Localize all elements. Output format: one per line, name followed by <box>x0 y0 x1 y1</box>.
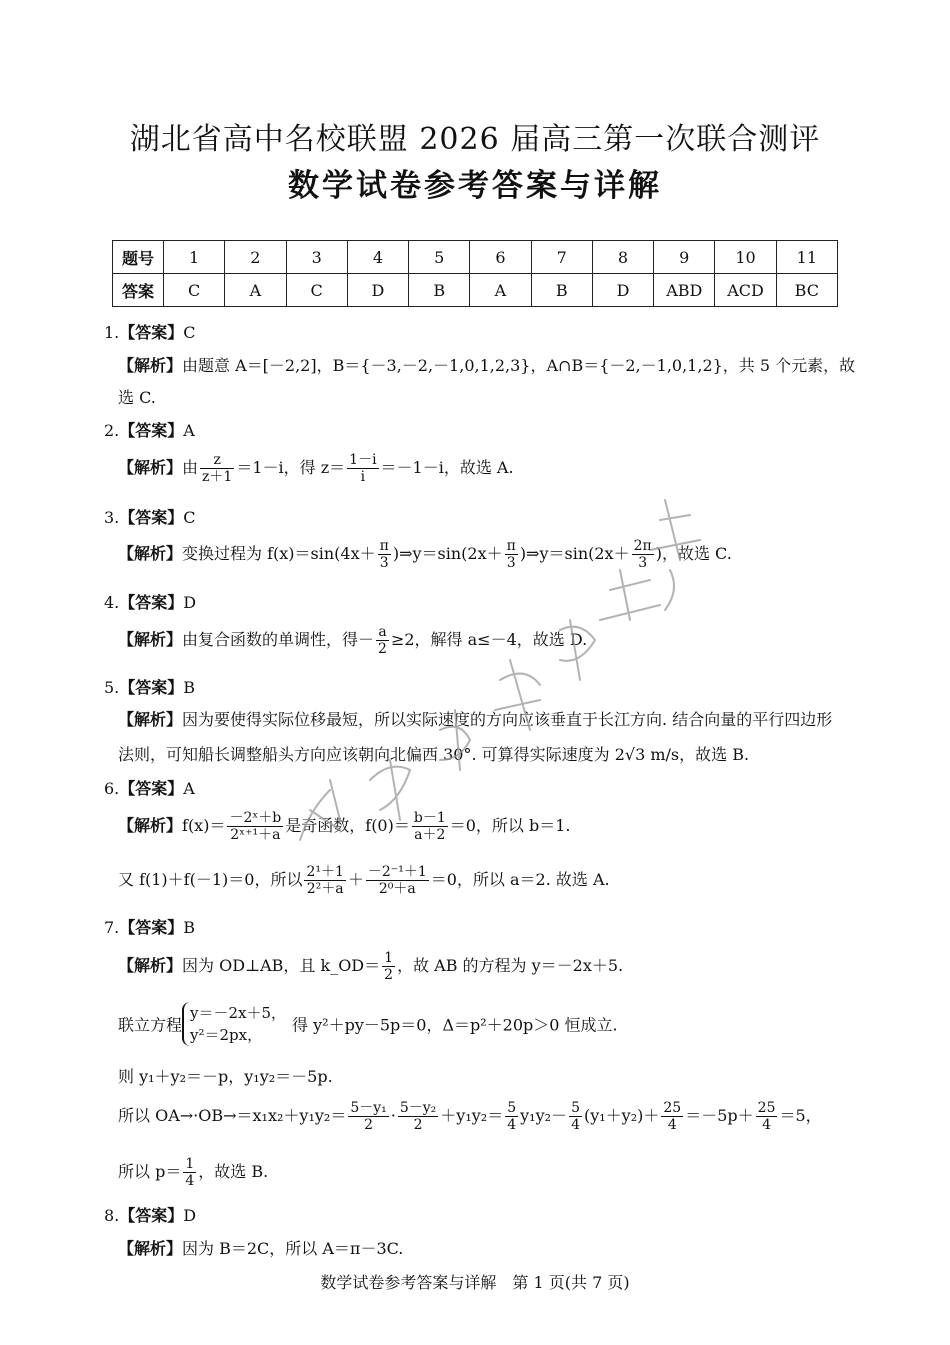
denominator: 2ˣ⁺¹＋a <box>230 827 281 843</box>
q2-number: 2. <box>104 421 120 440</box>
q5-analysis-line-2: 法则，可知船长调整船头方向应该朝向北偏西 30°. 可算得实际速度为 2√3 m/s，故选 B. <box>118 745 750 764</box>
table-cell-number: 7 <box>531 241 592 274</box>
q1-number: 1. <box>104 323 120 342</box>
numerator: 5 <box>507 1100 517 1116</box>
table-cell-number: 4 <box>347 241 408 274</box>
denominator: 2 <box>364 1117 373 1133</box>
analysis-tag: 【解析】 <box>118 356 183 375</box>
denominator: 3 <box>506 555 516 571</box>
document-subtitle: 数学试卷参考答案与详解 <box>288 168 662 204</box>
q3-analysis-line <box>118 538 732 571</box>
q3-number: 3. <box>104 508 120 527</box>
denominator: 4 <box>667 1117 677 1133</box>
numerator: 5－y₂ <box>399 1100 437 1116</box>
fraction <box>348 1100 388 1133</box>
text: 所以 p＝ <box>118 1162 182 1181</box>
table-cell-number: 11 <box>776 241 837 274</box>
numerator: －2⁻¹＋1 <box>367 864 427 880</box>
answer-tag: 【答案】 <box>119 421 184 440</box>
table-cell-number: 8 <box>592 241 653 274</box>
answer-tag: 【答案】 <box>119 1206 184 1225</box>
numerator: －2ˣ＋b <box>229 810 282 826</box>
q5-number: 5. <box>104 678 120 697</box>
q4-answer: D <box>183 593 197 612</box>
answer-tag: 【答案】 <box>119 678 184 697</box>
fraction <box>398 1100 438 1133</box>
text: 由复合函数的单调性，得－ <box>182 630 375 649</box>
text: ≥2，解得 a≤－4，故选 D. <box>390 630 588 649</box>
text: f(x)＝ <box>182 816 226 835</box>
answer-tag: 【答案】 <box>119 593 184 612</box>
question-number-row <box>113 241 838 274</box>
row-label-answer: 答案 <box>113 274 164 307</box>
fraction <box>378 538 391 571</box>
text: 所以 OA→·OB→＝x₁x₂＋y₁y₂＝ <box>118 1106 347 1125</box>
table-cell-answer: ACD <box>715 274 776 307</box>
denominator: 2⁰＋a <box>378 881 416 897</box>
q3-answer: C <box>183 508 196 527</box>
q1-analysis-line-2: 选 C. <box>118 388 156 407</box>
table-cell-number: 9 <box>654 241 715 274</box>
q7-number: 7. <box>104 918 120 937</box>
q1-analysis-line <box>118 353 855 376</box>
analysis-tag: 【解析】 <box>118 1239 183 1258</box>
text: 变换过程为 f(x)＝sin(4x＋ <box>182 544 376 563</box>
analysis-tag: 【解析】 <box>118 544 183 563</box>
q1-analysis-text: 由题意 A＝[－2,2]，B＝{－3,－2,－1,0,1,2,3}，A∩B＝{－2,－1,0,1,2}，共 5 个元素，故 <box>182 356 856 375</box>
table-cell-number: 3 <box>286 241 347 274</box>
fraction <box>376 624 389 657</box>
table-cell-answer: D <box>347 274 408 307</box>
fraction <box>756 1100 778 1133</box>
equation: y＝－2x＋5， <box>190 1004 287 1022</box>
page-footer: 数学试卷参考答案与详解 第 1 页(共 7 页) <box>320 1273 630 1292</box>
q7-answer-line <box>104 915 195 938</box>
row-label-number: 题号 <box>113 241 164 274</box>
denominator: 4 <box>507 1117 517 1133</box>
q5-answer-line <box>104 675 195 698</box>
numerator: z <box>200 452 234 469</box>
q7-roots-line: 则 y₁＋y₂＝－p，y₁y₂＝－5p. <box>118 1067 333 1086</box>
q4-number: 4. <box>104 593 120 612</box>
text: ＋ <box>347 870 364 889</box>
analysis-tag: 【解析】 <box>118 816 183 835</box>
numerator: 2¹＋1 <box>306 864 344 880</box>
table-cell-answer: C <box>286 274 347 307</box>
q8-analysis-line <box>118 1236 403 1259</box>
q7-system-line <box>118 1002 618 1046</box>
table-cell-answer: B <box>531 274 592 307</box>
numerator: a <box>376 624 389 641</box>
text: ＝1－i，得 z＝ <box>236 458 346 477</box>
numerator: 5 <box>571 1100 580 1116</box>
numerator: 25 <box>663 1100 682 1116</box>
table-cell-answer: BC <box>776 274 837 307</box>
exam-title: 湖北省高中名校联盟 2026 届高三第一次联合测评 <box>129 122 821 157</box>
numerator: b－1 <box>413 810 446 826</box>
answer-tag: 【答案】 <box>119 779 184 798</box>
fraction <box>505 538 518 571</box>
table-cell-number: 6 <box>470 241 531 274</box>
numerator: π <box>379 538 389 554</box>
fraction <box>632 538 654 571</box>
numerator: 1－i <box>349 452 377 468</box>
numerator: 1 <box>384 950 394 966</box>
text: )⇒y＝sin(2x＋ <box>392 544 503 563</box>
table-cell-answer: B <box>409 274 470 307</box>
q5-analysis-line <box>118 707 832 730</box>
denominator: 2 <box>378 641 387 657</box>
q7-dot-product-line <box>118 1100 822 1133</box>
answer-table <box>112 240 838 307</box>
q6-answer: A <box>183 779 195 798</box>
numerator: π <box>506 538 516 554</box>
q5-answer: B <box>183 678 196 697</box>
table-cell-number: 1 <box>164 241 225 274</box>
text: ＝0，所以 b＝1. <box>449 816 571 835</box>
q2-answer-line <box>104 418 195 441</box>
q3-answer-line <box>104 505 196 528</box>
q2-answer: A <box>183 421 195 440</box>
fraction <box>200 452 234 485</box>
table-cell-number: 5 <box>409 241 470 274</box>
q7-analysis-line <box>118 950 623 983</box>
fraction <box>227 810 283 843</box>
answer-row <box>113 274 838 307</box>
text: ＝－1－i，故选 A. <box>380 458 514 477</box>
text: ＝0，所以 a＝2. 故选 A. <box>430 870 610 889</box>
text: (y₁＋y₂)＋ <box>583 1106 660 1125</box>
q8-analysis-text: 因为 B＝2C，所以 A＝π－3C. <box>182 1239 404 1258</box>
q2-analysis-line <box>118 452 514 485</box>
q6-number: 6. <box>104 779 120 798</box>
q5-analysis-text: 因为要使得实际位移最短，所以实际速度的方向应该垂直于长江方向. 结合向量的平行四边形 <box>182 710 833 729</box>
numerator: 2π <box>633 538 652 554</box>
analysis-tag: 【解析】 <box>118 458 183 477</box>
text: 是奇函数，f(0)＝ <box>285 816 410 835</box>
denominator: 2²＋a <box>306 881 344 897</box>
denominator: a＋2 <box>414 827 446 843</box>
denominator: i <box>360 469 366 485</box>
text: 又 f(1)＋f(－1)＝0，所以 <box>118 870 303 889</box>
q4-answer-line <box>104 590 196 613</box>
numerator: 5－y₁ <box>350 1100 387 1116</box>
text: )⇒y＝sin(2x＋ <box>519 544 630 563</box>
q6-answer-line <box>104 776 195 799</box>
q1-answer: C <box>183 323 196 342</box>
fraction <box>505 1100 518 1133</box>
table-cell-answer: A <box>470 274 531 307</box>
text: ，故 AB 的方程为 y＝－2x＋5. <box>397 956 624 975</box>
table-cell-answer: C <box>164 274 225 307</box>
q6-analysis-line-2 <box>118 864 610 897</box>
table-cell-number: 10 <box>715 241 776 274</box>
fraction <box>347 452 378 485</box>
q8-answer: D <box>183 1206 197 1225</box>
q8-answer-line <box>104 1203 196 1226</box>
text: ，故选 B. <box>198 1162 269 1181</box>
numerator: 25 <box>757 1100 776 1116</box>
text: 因为 OD⊥AB，且 k_OD＝ <box>182 956 381 975</box>
answer-tag: 【答案】 <box>119 323 184 342</box>
answer-tag: 【答案】 <box>119 918 184 937</box>
denominator: 4 <box>571 1117 580 1133</box>
analysis-tag: 【解析】 <box>118 956 183 975</box>
q7-conclusion-line <box>118 1156 268 1189</box>
fraction <box>366 864 429 897</box>
denominator: 3 <box>638 555 648 571</box>
answer-tag: 【答案】 <box>119 508 184 527</box>
text: 由 <box>182 458 199 477</box>
equation-system <box>182 1002 286 1046</box>
table-cell-answer: D <box>592 274 653 307</box>
q8-number: 8. <box>104 1206 120 1225</box>
q1-answer-line <box>104 320 196 343</box>
q6-analysis-line <box>118 810 571 843</box>
denominator: z＋1 <box>202 469 233 485</box>
numerator: 1 <box>185 1156 195 1172</box>
table-cell-answer: A <box>225 274 286 307</box>
text: ＋y₁y₂＝ <box>440 1106 504 1125</box>
fraction <box>183 1156 196 1189</box>
text: ＝5， <box>779 1106 822 1125</box>
text: 联立方程 <box>118 1015 183 1035</box>
table-cell-number: 2 <box>225 241 286 274</box>
table-cell-answer: ABD <box>654 274 715 307</box>
q4-analysis-line <box>118 624 587 657</box>
fraction <box>382 950 395 983</box>
analysis-tag: 【解析】 <box>118 630 183 649</box>
text: ＝－5p＋ <box>685 1106 754 1125</box>
analysis-tag: 【解析】 <box>118 710 183 729</box>
denominator: 4 <box>762 1117 772 1133</box>
denominator: 3 <box>379 555 389 571</box>
fraction <box>569 1100 582 1133</box>
fraction <box>412 810 448 843</box>
equation: y²＝2px， <box>190 1026 263 1044</box>
denominator: 4 <box>185 1173 195 1189</box>
denominator: 2 <box>384 967 394 983</box>
denominator: 2 <box>413 1117 423 1133</box>
text: 得 y²＋py－5p＝0，Δ＝p²＋20p＞0 恒成立. <box>292 1015 618 1035</box>
fraction <box>661 1100 683 1133</box>
q7-answer: B <box>183 918 196 937</box>
text: y₁y₂－ <box>520 1106 568 1125</box>
text: · <box>390 1106 396 1125</box>
fraction <box>304 864 345 897</box>
text: )，故选 C. <box>655 544 732 563</box>
